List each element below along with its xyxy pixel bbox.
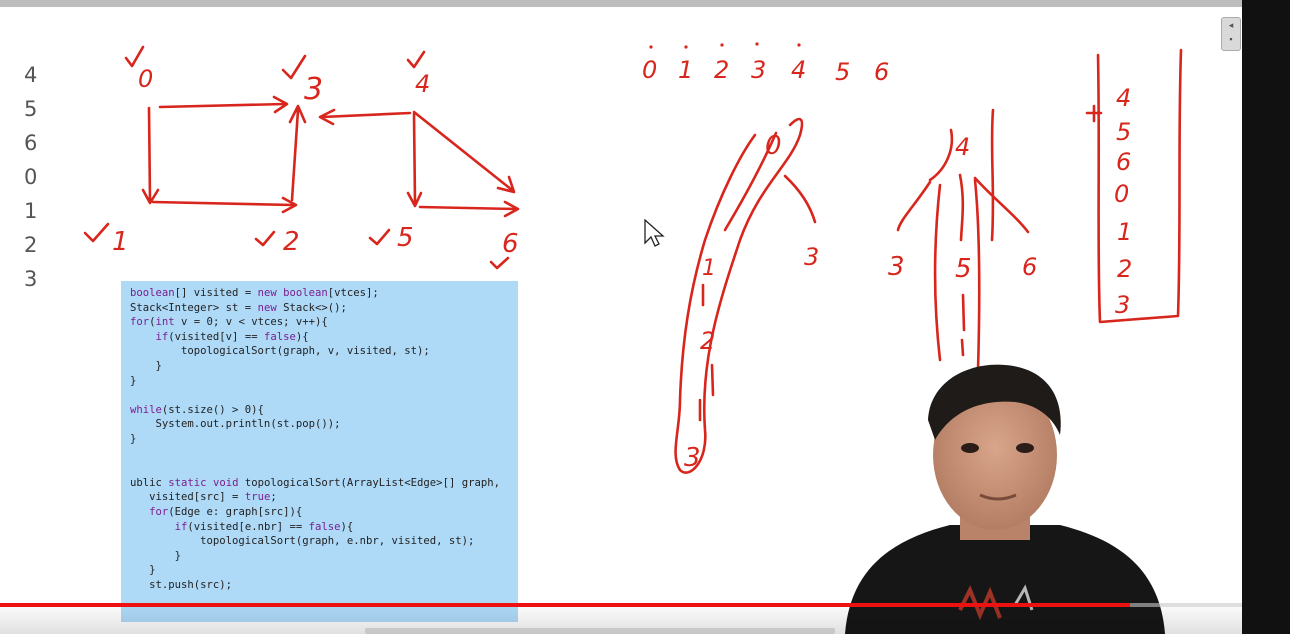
scrubber-preview-strip — [365, 628, 835, 634]
tree-node: 3 — [888, 252, 905, 282]
code-line: ublic static void topologicalSort(ArrayList<Edge>[] graph, — [130, 476, 500, 489]
code-line: if(visited[e.nbr] == false){ — [174, 520, 354, 533]
graph-node-5: 5 — [397, 223, 414, 253]
index-label: 2 — [714, 56, 730, 84]
code-line: while(st.size() > 0){ — [130, 403, 264, 416]
order-item: 0 — [24, 165, 38, 189]
visited-check — [283, 56, 305, 78]
order-item: 5 — [24, 97, 38, 121]
stack-item: 6 — [1116, 148, 1132, 176]
code-snippet-panel — [121, 281, 518, 622]
graph-node-6: 6 — [502, 229, 519, 259]
code-line: for(Edge e: graph[src]){ — [149, 505, 303, 518]
edge-2-3 — [290, 106, 305, 200]
graph-node-0: 0 — [138, 65, 154, 93]
code-line: System.out.println(st.pop()); — [130, 418, 341, 431]
tree-node: 6 — [1022, 253, 1038, 281]
vertex-index-row — [642, 42, 889, 86]
video-progress-fill — [0, 603, 1130, 607]
tree-node: 2 — [700, 327, 716, 355]
graph-node-2: 2 — [283, 227, 300, 257]
presenter-webcam — [840, 360, 1170, 634]
graph-node-1: 1 — [112, 227, 129, 257]
stack-item: 0 — [1114, 180, 1130, 208]
code-line: } — [130, 359, 162, 372]
player-side-edge — [1242, 0, 1290, 634]
tree-node: 4 — [955, 133, 971, 161]
edge-4-5 — [408, 114, 421, 206]
stack-item: 4 — [1116, 84, 1132, 112]
index-label: 5 — [835, 58, 851, 86]
tree-node: 3 — [804, 243, 820, 271]
edge-4-6 — [414, 112, 514, 192]
graph-node-3: 3 — [304, 72, 324, 107]
visited-check — [256, 232, 274, 245]
mouse-pointer-icon — [644, 219, 666, 249]
code-line: } — [130, 374, 137, 387]
code-line: Stack<Integer> st = new Stack<>(); — [130, 301, 347, 314]
order-item: 1 — [24, 199, 38, 223]
collapse-panel-icon[interactable]: ◂ ▪ — [1221, 17, 1241, 51]
recursion-tree-0 — [676, 119, 820, 473]
code-line: visited[src] = true; — [130, 491, 277, 504]
stack-item: 3 — [1115, 291, 1131, 319]
index-label: 1 — [678, 56, 694, 84]
code-line: } — [130, 432, 137, 445]
index-label: 0 — [642, 56, 658, 84]
tree-node: 1 — [702, 256, 716, 281]
visited-check — [126, 47, 143, 66]
edge-1-2 — [153, 198, 296, 212]
index-label: 6 — [874, 58, 890, 86]
stack-drawing — [1087, 50, 1181, 322]
code-text — [121, 281, 518, 592]
order-item: 2 — [24, 233, 38, 257]
edge-4-3 — [320, 110, 410, 124]
graph-diagram — [85, 47, 519, 268]
code-line: topologicalSort(graph, e.nbr, visited, st); — [130, 535, 475, 548]
edge-0-1 — [143, 108, 158, 203]
edge-5-6 — [420, 202, 518, 216]
visited-check — [491, 258, 508, 268]
recursion-tree-4 — [888, 110, 1037, 370]
index-label: 3 — [751, 56, 767, 84]
graph-node-4: 4 — [415, 70, 431, 98]
code-line: if(visited[v] == false){ — [155, 330, 309, 343]
code-line: } — [130, 549, 182, 562]
edge-0-3 — [160, 97, 287, 112]
order-item: 3 — [24, 267, 38, 291]
stack-item: 2 — [1117, 255, 1133, 283]
visited-check — [85, 224, 108, 241]
index-label: 4 — [791, 56, 807, 84]
visited-check — [408, 52, 424, 67]
visited-check — [370, 230, 389, 244]
order-item: 6 — [24, 131, 38, 155]
code-line: st.push(src); — [130, 578, 233, 591]
code-line: topologicalSort(graph, v, visited, st); — [130, 345, 430, 358]
stack-item: 5 — [1116, 118, 1132, 146]
code-line: for(int v = 0; v < vtces; v++){ — [130, 316, 328, 329]
stack-item: 1 — [1117, 218, 1133, 246]
tree-node: 3 — [684, 443, 701, 473]
order-item: 4 — [24, 63, 38, 87]
tree-node: 5 — [955, 254, 972, 284]
tree-node: 0 — [765, 131, 782, 161]
code-line: boolean[] visited = new boolean[vtces]; — [130, 287, 379, 299]
video-progress-bar[interactable] — [0, 603, 1242, 607]
code-line: } — [130, 564, 156, 577]
